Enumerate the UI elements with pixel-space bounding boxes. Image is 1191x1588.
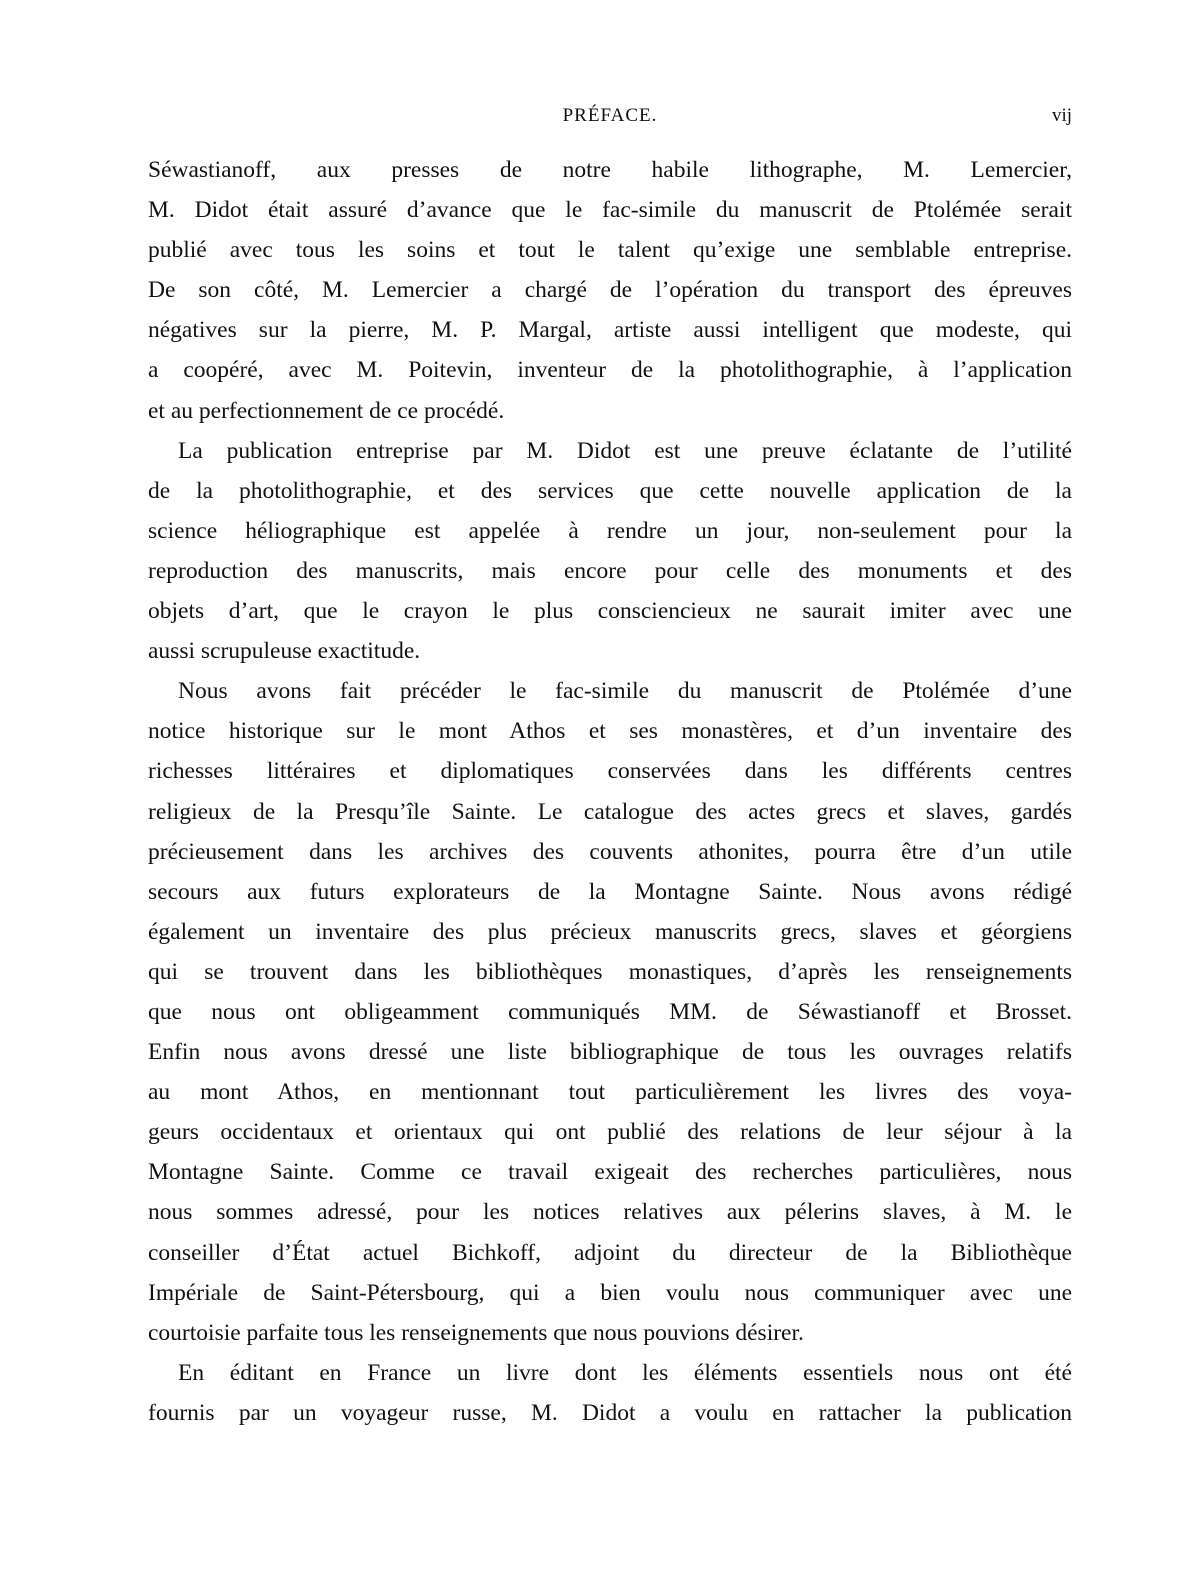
text-line: religieux de la Presqu’île Sainte. Le catalogue des actes grecs et slaves, gardés: [148, 798, 1072, 825]
body-text: [148, 150, 1072, 1433]
running-header: [148, 105, 1072, 135]
text-line: reproduction des manuscrits, mais encore pour celle des monuments et des: [148, 557, 1072, 584]
text-line: de la photolithographie, et des services que cette nouvelle application de la: [148, 477, 1072, 504]
text-line: qui se trouvent dans les bibliothèques monastiques, d’après les renseignements: [148, 958, 1072, 985]
text-line: richesses littéraires et diplomatiques conservées dans les différents centres: [148, 758, 1072, 785]
text-line: que nous ont obligeamment communiqués MM. de Séwastianoff et Brosset.: [148, 998, 1072, 1025]
text-line: Montagne Sainte. Comme ce travail exigeait des recherches particulières, nous: [148, 1159, 1072, 1186]
text-line: négatives sur la pierre, M. P. Margal, artiste aussi intelligent que modeste, qui: [148, 317, 1072, 344]
text-line: Enfin nous avons dressé une liste bibliographique de tous les ouvrages relatifs: [148, 1039, 1072, 1066]
text-line: et au perfectionnement de ce procédé.: [148, 397, 505, 424]
text-line: précieusement dans les archives des couvents athonites, pourra être d’un utile: [148, 838, 1072, 865]
page-number: vij: [1051, 105, 1072, 126]
text-line: courtoisie parfaite tous les renseignements que nous pouvions désirer.: [148, 1319, 804, 1346]
text-line: M. Didot était assuré d’avance que le fac-simile du manuscrit de Ptolémée serait: [148, 197, 1072, 224]
text-line: a coopéré, avec M. Poitevin, inventeur de la photolithographie, à l’application: [148, 357, 1072, 384]
text-line: fournis par un voyageur russe, M. Didot a voulu en rattacher la publication: [148, 1399, 1072, 1426]
text-line: aussi scrupuleuse exactitude.: [148, 638, 421, 665]
text-line: au mont Athos, en mentionnant tout particulièrement les livres des voya-: [148, 1079, 1072, 1106]
text-line: Nous avons fait précéder le fac-simile du manuscrit de Ptolémée d’une: [178, 678, 1072, 705]
text-line: objets d’art, que le crayon le plus consciencieux ne saurait imiter avec une: [148, 598, 1072, 625]
running-title: PRÉFACE.: [562, 105, 658, 126]
text-line: En éditant en France un livre dont les éléments essentiels nous ont été: [178, 1359, 1072, 1386]
text-line: La publication entreprise par M. Didot est une preuve éclatante de l’utilité: [178, 437, 1072, 464]
text-line: Impériale de Saint-Pétersbourg, qui a bien voulu nous communiquer avec une: [148, 1279, 1072, 1306]
text-line: conseiller d’État actuel Bichkoff, adjoint du directeur de la Bibliothèque: [148, 1239, 1072, 1266]
text-line: secours aux futurs explorateurs de la Montagne Sainte. Nous avons rédigé: [148, 878, 1072, 905]
text-line: Séwastianoff, aux presses de notre habile lithographe, M. Lemercier,: [148, 157, 1072, 183]
text-line: science héliographique est appelée à rendre un jour, non-seulement pour la: [148, 517, 1072, 544]
text-line: publié avec tous les soins et tout le talent qu’exige une semblable entreprise.: [148, 237, 1072, 264]
text-line: geurs occidentaux et orientaux qui ont publié des relations de leur séjour à la: [148, 1119, 1072, 1146]
text-line: également un inventaire des plus précieux manuscrits grecs, slaves et géorgiens: [148, 918, 1072, 945]
text-line: notice historique sur le mont Athos et ses monastères, et d’un inventaire des: [148, 718, 1072, 745]
text-line: De son côté, M. Lemercier a chargé de l’opération du transport des épreuves: [148, 277, 1072, 304]
text-line: nous sommes adressé, pour les notices relatives aux pélerins slaves, à M. le: [148, 1199, 1072, 1226]
